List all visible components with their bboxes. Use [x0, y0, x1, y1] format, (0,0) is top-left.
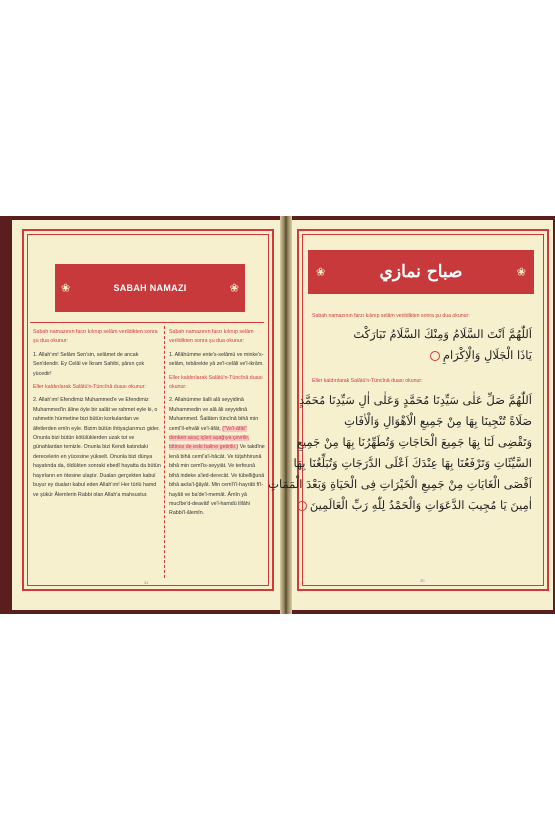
dua-2	[268, 390, 532, 516]
column-divider	[164, 326, 165, 578]
highlight-note: ("Ve'l-âfât" denken avuç içleri aşağıya çevrilir, bitince de eski haline getirilir.)	[169, 425, 250, 451]
arabic-line: اَللّٰهُمَّ صَلِّ عَلٰى سَيِّدِنَا مُحَمَّدٍ وَعَلٰى اٰلِ سَيِّدِنَا مُحَمَّدٍ	[298, 393, 532, 407]
arabic-line: وَتَقْضِى لَنَا بِهَا جَمِيعَ الْحَاجَاتِ وَتُطَهِّرُنَا بِهَا مِنْ جَمِيعِ	[296, 435, 532, 449]
right-column-transliteration	[169, 328, 265, 523]
instruction-text: Sabah namazının farzı kılınıp selâm verildikten sonra şu dua okunur:	[169, 329, 254, 345]
right-page-number: 30	[420, 578, 425, 583]
ornament-icon: ❀	[316, 266, 326, 279]
arabic-line: اَللّٰهُمَّ اَنْتَ السَّلَامُ وَمِنْكَ السَّلَامُ تَبَارَكْتَ	[353, 327, 532, 341]
book-gutter	[280, 216, 292, 614]
transliteration-text: Ve takdîne lenâ bihâ cemî'a'l-hâcât. Ve tüţahhirunâ bihâ min cemî'is-seyyiât. Ve terfeunâ bihâ indeke a'led-derecât. Ve tübelliğunâ bihâ aĸŝa'l-ğâyât. Min cemî'i'l-hayrâti fi'l-hayâti ve ba'de'l-memât. Âmîn yâ mucîbe'd-deavât! ve'l-hamdü lillâhi Rabbi'l-âlemîn.	[169, 444, 265, 517]
arabic-line: صَلَاةً تُنْجِينَا بِهَا مِنْ جَمِيعِ الْاَهْوَالِ وَالْاٰفَاتِ	[344, 414, 532, 428]
dua-1	[310, 324, 532, 366]
transliteration-paragraph: 1. Allâhümme ente's-selâmü ve minke's-selâm, tebârekte yâ ze'l-celâli ve'l-ikrâm.	[169, 351, 264, 368]
left-header-banner	[55, 264, 245, 312]
arabic-line: اَقْصَى الْغَايَاتِ مِنْ جَمِيعِ الْخَيْرَاتِ فِى الْحَيَاةِ وَبَعْدَ الْمَمَاتِ	[268, 477, 532, 491]
ornament-icon: ❀	[229, 282, 239, 295]
right-header-title: صباح نمازي	[379, 262, 463, 282]
left-header-title: SABAH NAMAZI	[113, 283, 187, 293]
verse-end-icon	[297, 501, 307, 511]
arabic-text: يَاذَا الْجَلَالِ وَالْاِكْرَامِ	[442, 348, 532, 362]
ornament-icon: ❀	[61, 282, 71, 295]
arabic-line: السَّيِّئَاتِ وَتَرْفَعُنَا بِهَا عِنْدَكَ اَعْلَى الدَّرَجَاتِ وَتُبَلِّغُنَا بِهَا	[293, 456, 532, 470]
ornament-icon: ❀	[516, 266, 526, 279]
arabic-line	[310, 495, 532, 516]
translation-paragraph: 1. Allah'ım! Selâm Sen'sin, selâmet de ancak Sen'dendir. Ey Celâl ve İkram Sahibi, şânın çok yücedir!	[33, 351, 145, 377]
instruction-text: Eller kaldırılarak Salâtü'n-Tüncînâ duası okunur:	[169, 374, 263, 391]
translation-paragraph: 2. Allah'ım! Efendimiz Muhammed'e ve Efendimiz Muhammed'in âline öyle bir salât ve rahmet eyle ki, o rahmetin hürmetine bizi bütün korkulardan ve âfetlerden emîn eyle. Bizim bütün ihtiyaçlarımızı gider. Onunla bizi bütün kötülüklerden uzak tut ve günahlardan temizle. Onunla bizi Kendi katındaki derecelerin en yücesine yükselt. Onunla bizi dünya hayatında da, öldükten sonraki ebedî hayatta da bütün hayırların en ötesine ulaştır. Duaları gerçekten kabul buyur ey duaları kabul eden Allah'ım! Her türlü hamd ve şükür Âlemlerin Rabbi olan Allah'a mahsustur.	[33, 397, 161, 498]
instruction-text: Sabah namazının farzı kılınıp selâm verildikten sonra şu dua okunur:	[312, 313, 470, 319]
instruction-text: Sabah namazının farzı kılınıp selâm verildikten sonra şu dua okunur:	[33, 329, 158, 345]
instruction-text: Eller kaldırılarak Salâtü'n-Tüncînâ duası okunur:	[312, 378, 423, 384]
arabic-text: اٰمِينَ يَا مُجِيبَ الدَّعَوَاتِ وَالْحَمْدُ لِلّٰهِ رَبِّ الْعَالَمِينَ	[309, 498, 532, 512]
left-page-number: 31	[144, 580, 149, 585]
divider-line	[30, 322, 264, 323]
instruction-text: Eller kaldırılarak Salâtü'n-Tüncînâ duası okunur:	[33, 384, 146, 391]
left-column-translation	[33, 328, 161, 504]
right-header-banner	[308, 250, 534, 294]
transliteration-paragraph	[169, 396, 265, 518]
transliteration-text: 2. Allahümme ŝalli alâ seyyidinâ Muhammedin ve alâ âli seyyidinâ Muhammed. Ŝalâten tüncînâ bihâ min cemî'il-ehvâli ve'l-âfât,	[169, 397, 259, 432]
arabic-line	[310, 345, 532, 366]
verse-end-icon	[430, 351, 440, 361]
